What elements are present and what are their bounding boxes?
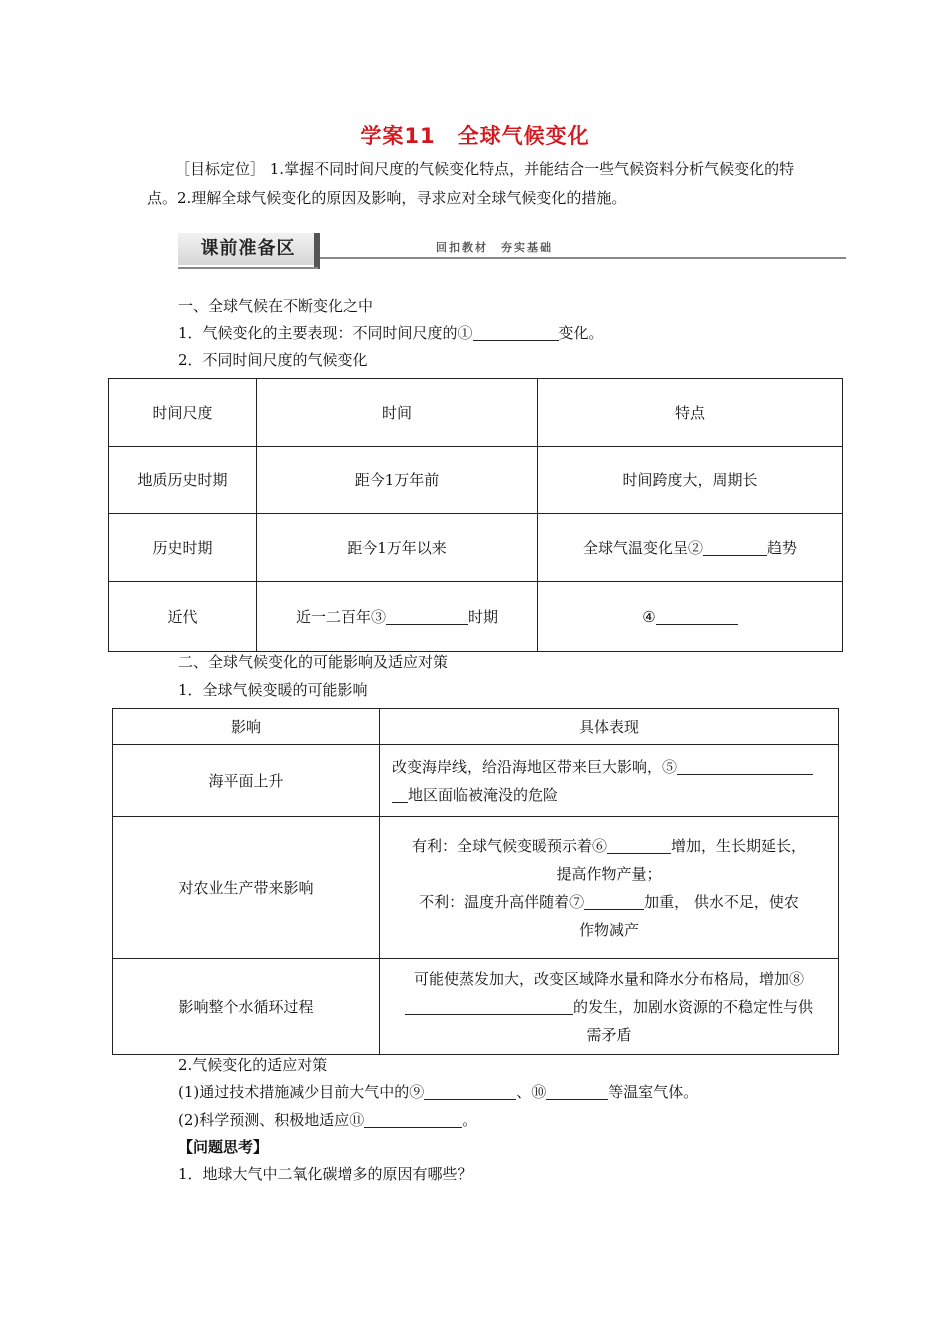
- section-banner: [178, 233, 848, 271]
- banner-underline: [178, 267, 318, 269]
- table-cell: 影响整个水循环过程: [113, 959, 380, 1055]
- blank-10: [546, 1083, 608, 1100]
- cell-text: 地区面临被淹没的危险: [408, 785, 559, 804]
- table-cell: 地质历史时期: [109, 447, 257, 514]
- banner-label: 课前准备区: [178, 233, 318, 265]
- blank-3: [386, 608, 468, 625]
- table-cell: [380, 745, 839, 817]
- table-cell: 历史时期: [109, 514, 257, 582]
- cell-text: 有利：全球气候变暖预示着⑥: [411, 836, 607, 855]
- table-row: [109, 582, 843, 652]
- question-1: 1．地球大气中二氧化碳增多的原因有哪些？: [178, 1165, 473, 1183]
- section3-item2: 2.气候变化的适应对策: [178, 1056, 328, 1074]
- table-row: [109, 447, 843, 514]
- table-header: 具体表现: [380, 709, 839, 745]
- banner-subtitle: 回扣教材 夯实基础: [436, 241, 553, 254]
- table-header: 特点: [538, 379, 843, 447]
- cell-text: 加重， 供水不足，使农: [644, 892, 799, 911]
- table-cell: 对农业生产带来影响: [113, 817, 380, 959]
- section3-sub1: [178, 1080, 698, 1104]
- table-cell: 近代: [109, 582, 257, 652]
- table-cell: [257, 582, 538, 652]
- sub1-text-a: (1)通过技术措施减少目前大气中的⑨: [178, 1083, 425, 1101]
- table-cell: 距今1万年以来: [257, 514, 538, 582]
- blank-5b: [392, 786, 408, 803]
- cell-text: 近一二百年③: [295, 607, 386, 626]
- cell-text: 提高作物产量；: [556, 864, 662, 883]
- cell-text: 需矛盾: [586, 1025, 632, 1044]
- blank-4: [656, 608, 738, 625]
- cell-text: 改变海岸线，给沿海地区带来巨大影响，⑤: [392, 757, 678, 776]
- section2-item1: 1．全球气候变暖的可能影响: [178, 681, 368, 699]
- cell-text: 趋势: [767, 538, 798, 557]
- cell-text: 的发生，加剧水资源的不稳定性与供: [572, 997, 813, 1016]
- cell-text: 作物减产: [578, 920, 639, 939]
- item1-text-b: 变化。: [558, 324, 604, 342]
- think-heading: 【问题思考】: [178, 1138, 269, 1156]
- table-row: [109, 379, 843, 447]
- table-row: [113, 709, 839, 745]
- table-cell: 时间跨度大，周期长: [538, 447, 843, 514]
- section3-sub2: [178, 1108, 477, 1132]
- table-header: 影响: [113, 709, 380, 745]
- table-cell: 距今1万年前: [257, 447, 538, 514]
- section2-heading: 二、全球气候变化的可能影响及适应对策: [178, 653, 449, 671]
- sub1-text-b: 、⑩: [516, 1083, 547, 1101]
- cell-text: ④: [642, 607, 656, 626]
- cell-text: 全球气温变化呈②: [582, 538, 703, 557]
- table-cell: 海平面上升: [113, 745, 380, 817]
- table-row: [113, 959, 839, 1055]
- table-row: [109, 514, 843, 582]
- table-cell: [380, 959, 839, 1055]
- blank-8: [405, 998, 573, 1015]
- section1-item1: [178, 321, 604, 345]
- banner-rule: [320, 257, 846, 259]
- cell-text: 时期: [468, 607, 499, 626]
- banner-bar: [314, 233, 320, 269]
- page-title: 学案11 全球气候变化: [360, 124, 590, 148]
- section1-item2: 2．不同时间尺度的气候变化: [178, 351, 368, 369]
- section1-heading: 一、全球气候在不断变化之中: [178, 297, 374, 315]
- cell-text: 可能使蒸发加大，改变区域降水量和降水分布格局，增加⑧: [413, 969, 804, 988]
- blank-7: [584, 893, 644, 910]
- climate-timescale-table: [108, 378, 843, 652]
- cell-text: 增加，生长期延长，: [671, 836, 807, 855]
- blank-1: [473, 324, 559, 341]
- warming-impact-table: [112, 708, 839, 1055]
- table-cell: [538, 514, 843, 582]
- blank-11: [364, 1111, 462, 1128]
- item1-text-a: 1．气候变化的主要表现：不同时间尺度的①: [178, 324, 473, 342]
- blank-2: [703, 539, 767, 556]
- blank-6: [607, 837, 671, 854]
- table-row: [113, 817, 839, 959]
- sub1-text-c: 等温室气体。: [608, 1083, 699, 1101]
- table-header: 时间: [257, 379, 538, 447]
- table-cell: [538, 582, 843, 652]
- table-header: 时间尺度: [109, 379, 257, 447]
- sub2-text-a: (2)科学预测、积极地适应⑪: [178, 1111, 365, 1129]
- table-row: [113, 745, 839, 817]
- sub2-text-b: 。: [462, 1111, 478, 1129]
- blank-5: [677, 758, 813, 775]
- table-cell: [380, 817, 839, 959]
- blank-9: [424, 1083, 516, 1100]
- cell-text: 不利：温度升高伴随着⑦: [419, 892, 585, 911]
- objective-text: ［目标定位］ 1.掌握不同时间尺度的气候变化特点，并能结合一些气候资料分析气候变化的特点。2.理解全球气候变化的原因及影响，寻求应对全球气候变化的措施。: [147, 160, 795, 207]
